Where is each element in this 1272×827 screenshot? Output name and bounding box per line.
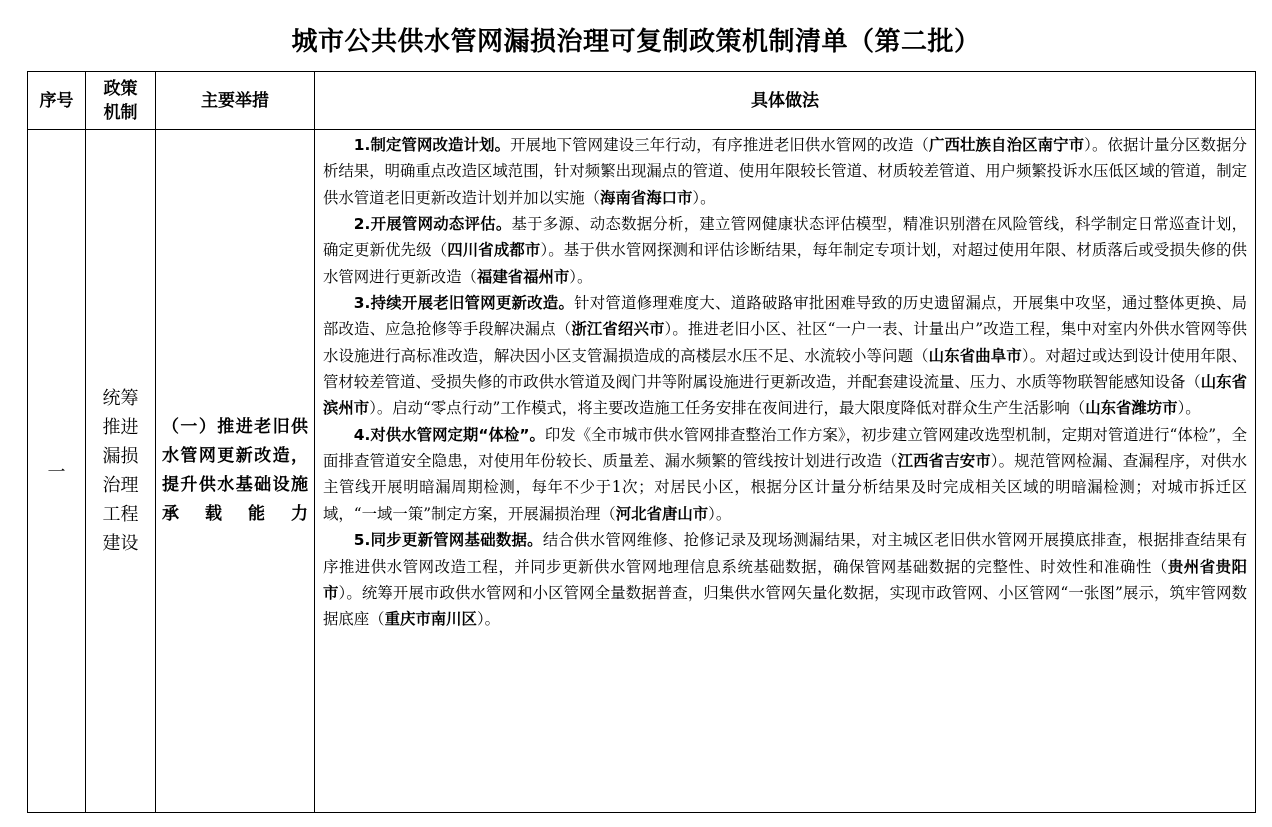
city-tag: 四川省成都市 [447,241,541,260]
detail-item-5 [323,527,1247,632]
row-number: 一 [28,130,86,813]
item-text: ）。 [476,610,501,629]
item-lead: 5.同步更新管网基础数据。 [353,531,543,550]
row-measure: （一）推进老旧供水管网更新改造，提升供水基础设施承载能力 [156,130,315,813]
table-header-row [28,72,1256,130]
item-text: ）。 [692,188,716,207]
city-tag: 福建省福州市 [476,267,570,286]
detail-item-2 [323,211,1247,290]
detail-item-1 [323,132,1247,211]
table-row [28,130,1256,813]
header-mechanism-text: 政策机制 [103,78,138,123]
header-no: 序号 [28,72,86,130]
city-tag: 山东省滨州市 [323,373,1247,418]
item-text: 开展地下管网建设三年行动，有序推进老旧供水管网的改造（ [510,136,929,154]
detail-item-4 [323,422,1247,527]
city-tag: 贵州省贵阳市 [323,557,1247,602]
item-text: 基于多源、动态数据分析，建立管网健康状态评估模型，精准识别潜在风险管线，科学制定日常巡查计划，确定更新优先级（ [323,215,1247,260]
item-text: 结合供水管网维修、抢修记录及现场测漏结果，对主城区老旧供水管网开展摸底排查，根据排查结果有序推进供水管网改造工程，并同步更新供水管网地理信息系统基础数据，确保管网基础数据的完整性、时效性和准确性（ [323,531,1247,576]
item-text: ）。推进老旧小区、社区“一户一表、计量出户”改造工程，集中对室内外供水管网等供水设施进行高标准改造，解决因小区支管漏损造成的高楼层水压不足、水流较小等问题（ [323,320,1247,365]
policy-table [27,71,1256,813]
item-text: ）。规范管网检漏、查漏程序，对供水主管线开展明暗漏周期检测，每年不少于1次；对居民小区，根据分区计量分析结果及时完成相关区域的明暗漏检测；对城市拆迁区域，“一域一策”制定方案，开展漏损治理（ [323,452,1247,523]
city-tag: 浙江省绍兴市 [571,320,665,339]
item-lead: 3.持续开展老旧管网更新改造。 [353,294,575,313]
city-tag: 河北省唐山市 [615,504,709,523]
header-detail: 具体做法 [315,72,1256,130]
item-text: ）。统筹开展市政供水管网和小区管网全量数据普查，归集供水管网矢量化数据，实现市政管网、小区管网“一张图”展示，筑牢管网数据底座（ [323,583,1247,629]
city-tag: 重庆市南川区 [384,610,477,629]
item-text: ）。基于供水管网探测和评估诊断结果，每年制定专项计划，对超过使用年限、材质落后或受损失修的供水管网进行更新改造（ [323,241,1247,286]
item-lead: 1.制定管网改造计划。 [353,136,511,154]
item-text: ）。 [1177,399,1201,418]
item-text: 针对管道修理难度大、道路破路审批困难导致的历史遗留漏点，开展集中攻坚，通过整体更换、局部改造、应急抢修等手段解决漏点（ [323,294,1247,339]
item-lead: 2.开展管网动态评估。 [353,215,512,234]
item-text: 印发《全市城市供水管网排查整治工作方案》，初步建立管网建改选型机制，定期对管道进行“体检”，全面排查管道安全隐患，对使用年份较长、质量差、漏水频繁的管线按计划进行改造（ [323,425,1247,471]
city-tag: 山东省潍坊市 [1085,399,1178,418]
item-text: ）。 [708,504,732,523]
item-text: ）。 [569,267,593,286]
item-text: ）。对超过或达到设计使用年限、管材较差管道、受损失修的市政供水管道及阀门井等附属设施进行更新改造，并配套建设流量、压力、水质等物联智能感知设备（ [323,346,1247,392]
row-mechanism: 统筹推进漏损治理工程建设 [86,130,156,813]
city-tag: 江西省吉安市 [897,452,991,471]
row-detail [315,130,1256,813]
header-mechanism [86,72,156,130]
header-measure: 主要举措 [156,72,315,130]
city-tag: 山东省曲阜市 [928,346,1022,365]
detail-item-3 [323,290,1247,422]
city-tag: 海南省海口市 [600,188,693,207]
item-text: ）。依据计量分区数据分析结果，明确重点改造区域范围，针对频繁出现漏点的管道、使用年限较长管道、材质较差管道、用户频繁投诉水压低区域的管道，制定供水管道老旧更新改造计划并加以实施（ [323,136,1247,207]
city-tag: 广西壮族自治区南宁市 [929,136,1085,154]
item-lead: 4.对供水管网定期“体检”。 [353,425,545,444]
page-title: 城市公共供水管网漏损治理可复制政策机制清单（第二批） [291,27,981,57]
item-text: ）。启动“零点行动”工作模式，将主要改造施工任务安排在夜间进行，最大限度降低对群众生产生活影响（ [369,399,1086,418]
